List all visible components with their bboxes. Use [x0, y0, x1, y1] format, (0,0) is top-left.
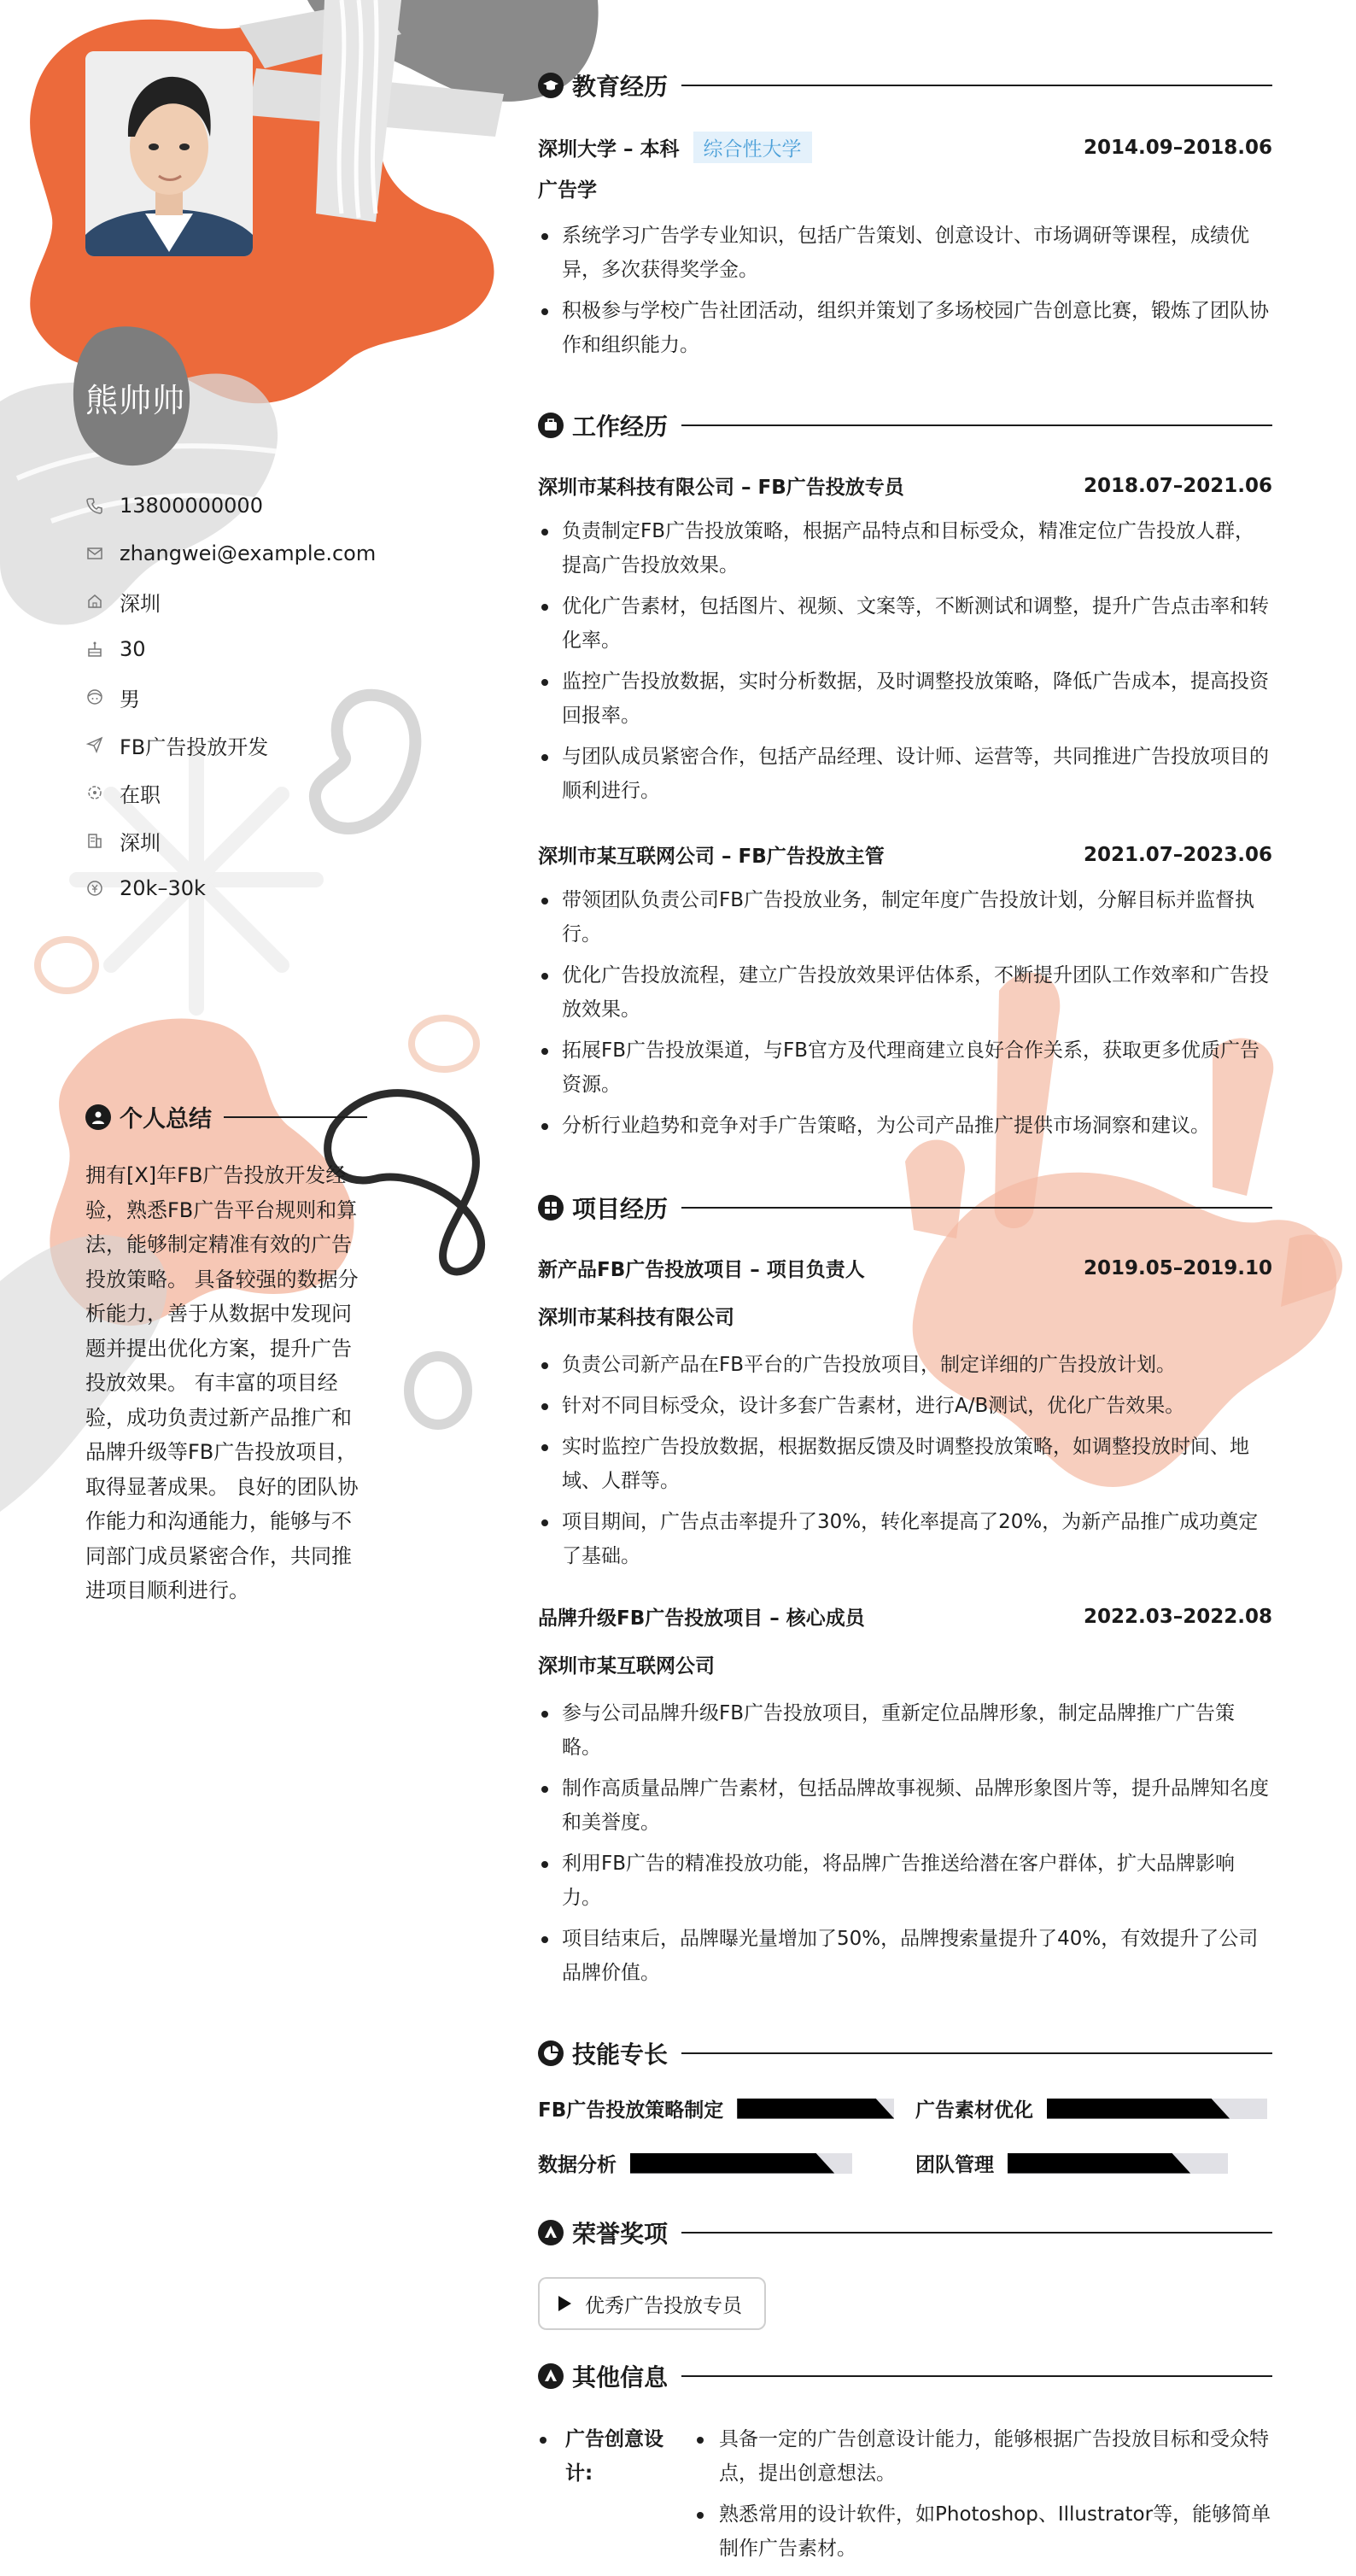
send-icon — [85, 735, 104, 754]
list-item: 实时监控广告投放数据，根据数据反馈及时调整投放策略，如调整投放时间、地域、人群等。 — [538, 1430, 1272, 1498]
job-header — [538, 471, 1272, 500]
profile-photo — [85, 51, 253, 256]
contact-phone — [85, 482, 393, 530]
skill-bar — [1047, 2099, 1267, 2119]
list-item: 制作高质量品牌广告素材，包括品牌故事视频、品牌形象图片等，提升品牌知名度和美誉度。 — [538, 1771, 1272, 1840]
list-item: 带领团队负责公司FB广告投放业务，制定年度广告投放计划，分解目标并监督执行。 — [538, 883, 1272, 951]
divider — [681, 2052, 1272, 2054]
list-item: 参与公司品牌升级FB广告投放项目，重新定位品牌形象，制定品牌推广广告策略。 — [538, 1696, 1272, 1765]
divider — [681, 85, 1272, 86]
project-heading: 品牌升级FB广告投放项目 – 核心成员 — [538, 1607, 865, 1630]
other-bullets — [690, 2422, 1272, 2573]
list-item: 分析行业趋势和竞争对手广告策略，为公司产品推广提供市场洞察和建议。 — [538, 1109, 1272, 1143]
contact-gender — [85, 673, 393, 721]
list-item: 项目期间，广告点击率提升了30%，转化率提高了20%，为新产品推广成功奠定了基础。 — [538, 1505, 1272, 1573]
contact-gender-text: 男 — [120, 687, 140, 711]
project-company: 深圳市某互联网公司 — [538, 1655, 715, 1677]
projects-title: 项目经历 — [572, 1195, 669, 1223]
award-name: 优秀广告投放专员 — [585, 2294, 742, 2317]
summary-title: 个人总结 — [120, 1106, 212, 1133]
summary-text: 拥有[X]年FB广告投放开发经验，熟悉FB广告平台规则和算法，能够制定精准有效的广告投放策略。 具备较强的数据分析能力，善于从数据中发现问题并提出优化方案，提升广告投放效果。 有丰富的项目经验，成功负责过新产品推广和品牌升级等FB广告投放项目，取得显著成果。 良好的团队协作能力和沟通能力，能够与不同部门成员紧密合作，共同推进项目顺利进行。 — [85, 1163, 359, 1602]
contact-phone-text: 13800000000 — [120, 494, 263, 518]
other-title: 其他信息 — [572, 2363, 669, 2392]
contact-city-text: 深圳 — [120, 591, 161, 616]
project-company: 深圳市某科技有限公司 — [538, 1307, 734, 1329]
school-name: 深圳大学 – 本科 — [538, 138, 680, 161]
salary-icon — [85, 879, 104, 898]
contact-salary-text: 20k–30k — [120, 876, 206, 900]
contact-email-text: zhangwei@example.com — [120, 542, 377, 565]
project-date: 2019.05–2019.10 — [1083, 1256, 1272, 1279]
projects-section-title — [538, 1191, 1272, 1225]
skill-bar — [737, 2099, 894, 2119]
skill-name: 广告素材优化 — [915, 2099, 1033, 2122]
skill-bar-fill — [737, 2099, 894, 2119]
list-item: 拓展FB广告投放渠道，与FB官方及代理商建立良好合作关系，获取更多优质广告资源。 — [538, 1033, 1272, 1102]
gender-icon — [85, 688, 104, 706]
graduation-cap-icon — [538, 73, 564, 98]
contact-age-text: 30 — [120, 637, 146, 661]
list-item: 利用FB广告的精准投放功能，将品牌广告推送给潜在客户群体，扩大品牌影响力。 — [538, 1847, 1272, 1915]
school-tag: 综合性大学 — [693, 132, 812, 163]
phone-icon — [85, 496, 104, 515]
award-icon — [538, 2363, 564, 2389]
job-bullets — [538, 883, 1272, 1150]
work-title: 工作经历 — [572, 413, 669, 441]
education-section-title — [538, 68, 1272, 102]
list-item: 积极参与学校广告社团活动，组织并策划了多场校园广告创意比赛，锻炼了团队协作和组织能力。 — [538, 294, 1272, 362]
skill-item — [915, 2149, 1228, 2177]
other-info — [538, 2422, 1272, 2573]
skill-item — [915, 2094, 1267, 2122]
contact-list — [85, 482, 393, 912]
skill-item — [538, 2149, 852, 2177]
list-item: 具备一定的广告创意设计能力，能够根据广告投放目标和受众特点，提出创意想法。 — [690, 2422, 1272, 2491]
job-header — [538, 840, 1272, 869]
avatar-illustration — [85, 51, 253, 256]
divider — [224, 1116, 367, 1118]
skill-item — [538, 2094, 894, 2122]
job-bullets — [538, 514, 1272, 815]
education-major: 广告学 — [538, 179, 597, 202]
project-bullets — [538, 1696, 1272, 1997]
list-item: 熟悉常用的设计软件，如Photoshop、Illustrator等，能够简单制作广告素材。 — [690, 2497, 1272, 2566]
job-date: 2021.07–2023.06 — [1083, 843, 1272, 866]
skill-bar — [1008, 2153, 1228, 2174]
education-date: 2014.09–2018.06 — [1083, 136, 1272, 159]
divider — [681, 424, 1272, 426]
building-icon — [85, 831, 104, 850]
list-item: 优化广告投放流程，建立广告投放效果评估体系，不断提升团队工作效率和广告投放效果。 — [538, 958, 1272, 1027]
skills-title: 技能专长 — [572, 2040, 669, 2069]
list-item: 项目结束后，品牌曝光量增加了50%，品牌搜索量提升了40%，有效提升了公司品牌价值。 — [538, 1922, 1272, 1990]
awards-section-title — [538, 2216, 1272, 2250]
list-item: 系统学习广告学专业知识，包括广告策划、创意设计、市场调研等课程，成绩优异，多次获得奖学金。 — [538, 219, 1272, 287]
work-section-title — [538, 408, 1272, 442]
user-icon — [85, 1104, 111, 1130]
age-icon — [85, 640, 104, 659]
mail-icon — [85, 544, 104, 563]
education-title: 教育经历 — [572, 73, 669, 101]
grid-icon — [538, 1195, 564, 1221]
home-icon — [85, 592, 104, 611]
education-header — [538, 132, 1272, 163]
skill-bar-fill — [1008, 2153, 1190, 2174]
other-section-title — [538, 2359, 1272, 2393]
contact-work-city — [85, 817, 393, 864]
skill-bar-fill — [630, 2153, 834, 2174]
contact-city — [85, 577, 393, 625]
list-item: 负责制定FB广告投放策略，根据产品特点和目标受众，精准定位广告投放人群，提高广告投放效果。 — [538, 514, 1272, 583]
contact-salary — [85, 864, 393, 912]
skill-name: 数据分析 — [538, 2154, 617, 2176]
award-chip — [538, 2277, 766, 2330]
project-bullets — [538, 1348, 1272, 1580]
other-label: 广告创意设计: — [538, 2422, 690, 2573]
skills-section-title — [538, 2036, 1272, 2070]
divider — [681, 2375, 1272, 2377]
contact-email — [85, 530, 393, 577]
skill-name: FB广告投放策略制定 — [538, 2099, 724, 2122]
awards-title: 荣誉奖项 — [572, 2220, 669, 2248]
summary-section-title — [85, 1100, 367, 1133]
skill-bar-fill — [1047, 2099, 1230, 2119]
candidate-name: 熊帅帅 — [85, 382, 186, 419]
play-icon — [558, 2296, 571, 2311]
contact-age — [85, 625, 393, 673]
contact-work-city-text: 深圳 — [120, 830, 161, 855]
list-item: 监控广告投放数据，实时分析数据，及时调整投放策略，降低广告成本，提高投资回报率。 — [538, 664, 1272, 733]
project-header — [538, 1254, 1272, 1282]
list-item: 针对不同目标受众，设计多套广告素材，进行A/B测试，优化广告效果。 — [538, 1389, 1272, 1423]
list-item: 优化广告素材，包括图片、视频、文案等，不断测试和调整，提升广告点击率和转化率。 — [538, 589, 1272, 658]
divider — [681, 1207, 1272, 1209]
pie-chart-icon — [538, 2040, 564, 2066]
job-heading: 深圳市某互联网公司 – FB广告投放主管 — [538, 846, 885, 868]
award-icon — [538, 2220, 564, 2245]
skill-name: 团队管理 — [915, 2154, 994, 2176]
list-item: 负责公司新产品在FB平台的广告投放项目，制定详细的广告投放计划。 — [538, 1348, 1272, 1382]
project-header — [538, 1602, 1272, 1630]
project-date: 2022.03–2022.08 — [1083, 1605, 1272, 1628]
briefcase-icon — [538, 413, 564, 438]
status-icon — [85, 783, 104, 802]
contact-status-text: 在职 — [120, 782, 161, 807]
list-item: 与团队成员紧密合作，包括产品经理、设计师、运营等，共同推进广告投放项目的顺利进行。 — [538, 740, 1272, 808]
project-heading: 新产品FB广告投放项目 – 项目负责人 — [538, 1259, 865, 1281]
contact-intention-text: FB广告投放开发 — [120, 735, 269, 759]
education-bullets — [538, 219, 1272, 369]
contact-intention — [85, 721, 393, 769]
skill-bar — [630, 2153, 852, 2174]
job-date: 2018.07–2021.06 — [1083, 474, 1272, 497]
divider — [681, 2232, 1272, 2234]
job-heading: 深圳市某科技有限公司 – FB广告投放专员 — [538, 477, 904, 499]
contact-status — [85, 769, 393, 817]
